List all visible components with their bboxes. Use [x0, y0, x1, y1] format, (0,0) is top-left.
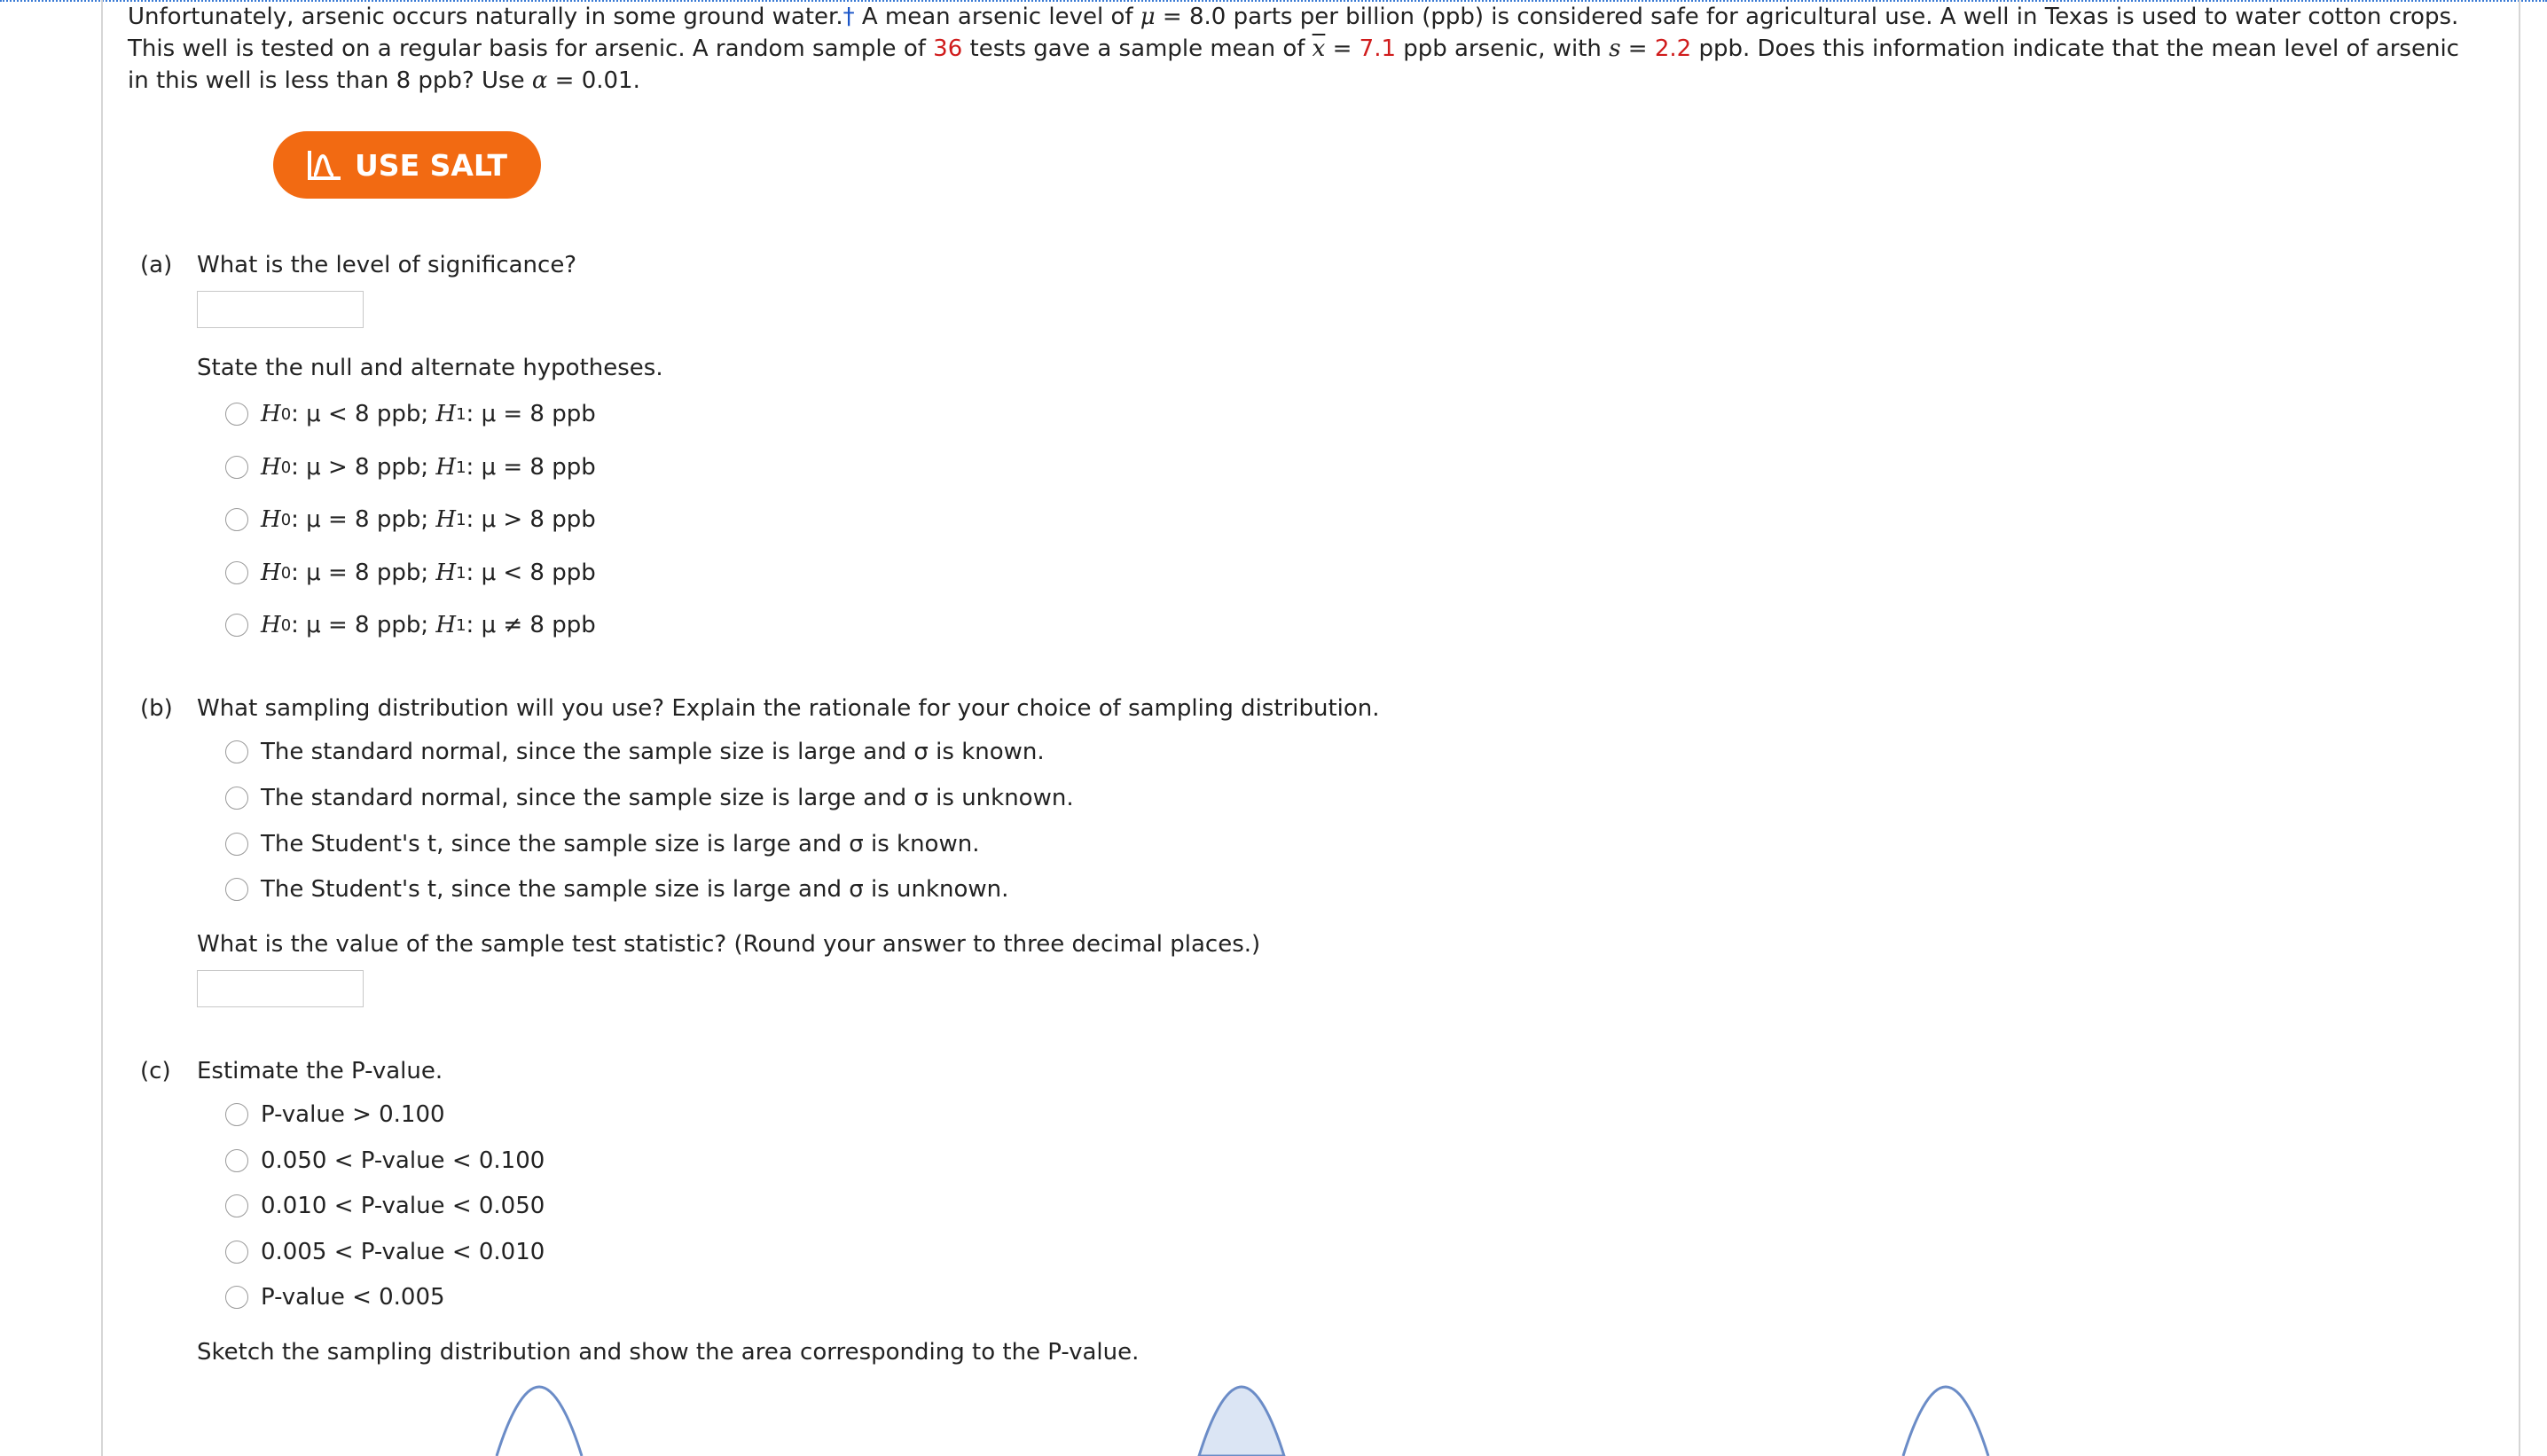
distribution-option-4[interactable]: The Student's t, since the sample size is large and σ is unknown. — [225, 874, 1008, 904]
test-statistic-input[interactable] — [197, 970, 364, 1007]
part-b-question: What sampling distribution will you use? Explain the rationale for your choice of sampling distribution. — [197, 695, 1380, 722]
right-border — [2519, 0, 2520, 1456]
sketch-prompt: Sketch the sampling distribution and show the area corresponding to the P-value. — [197, 1339, 1140, 1366]
radio-button[interactable] — [225, 561, 248, 584]
problem-line-2: This well is tested on a regular basis for arsenic. A random sample of 36 tests gave a sample mean of $\overline{x} = 7.1$ ppb arsenic, with s = 2.2 ppb. Does this information indicate that the mean level of arsenic — [128, 35, 2459, 62]
footnote-dagger-link[interactable]: † — [842, 4, 855, 30]
radio-button[interactable] — [225, 403, 248, 426]
sample-size: 36 — [933, 35, 963, 62]
hypothesis-option-5[interactable]: H 0 : μ = 8 ppb ; H 1 : μ ≠ 8 ppb — [225, 610, 596, 640]
distribution-option-3[interactable]: The Student's t, since the sample size is large and σ is known. — [225, 829, 979, 859]
radio-button[interactable] — [225, 787, 248, 810]
radio-button[interactable] — [225, 1241, 248, 1264]
pvalue-option-2[interactable]: 0.050 < P-value < 0.100 — [225, 1146, 545, 1176]
part-c-tag: (c) — [140, 1058, 171, 1084]
significance-input[interactable] — [197, 291, 364, 328]
sketch-option-2[interactable] — [1188, 1383, 1295, 1456]
problem-line-1: Unfortunately, arsenic occurs naturally in some ground water.† A mean arsenic level of μ = 8.0 parts per billion (ppb) is considered safe for agricultural use. A well in Texas is used to water cotton crops. — [128, 4, 2459, 30]
sample-mean: 7.1 — [1359, 35, 1397, 62]
sketch-option-1[interactable] — [486, 1383, 592, 1456]
pvalue-option-4[interactable]: 0.005 < P-value < 0.010 — [225, 1237, 545, 1267]
salt-chart-icon — [307, 149, 342, 181]
pvalue-option-1[interactable]: P-value > 0.100 — [225, 1100, 445, 1130]
left-border — [101, 0, 103, 1456]
problem-line-3: in this well is less than 8 ppb? Use α = 0.01. — [128, 67, 640, 94]
radio-button[interactable] — [225, 1286, 248, 1309]
part-a-question: What is the level of significance? — [197, 252, 577, 278]
part-c-question: Estimate the P-value. — [197, 1058, 443, 1084]
hypothesis-option-3[interactable]: H 0 : μ = 8 ppb ; H 1 : μ > 8 ppb — [225, 505, 596, 535]
radio-button[interactable] — [225, 740, 248, 763]
hypothesis-option-4[interactable]: H 0 : μ = 8 ppb ; H 1 : μ < 8 ppb — [225, 558, 596, 588]
sketch-option-3[interactable] — [1893, 1383, 1999, 1456]
hypothesis-option-1[interactable]: H 0 : μ < 8 ppb ; H 1 : μ = 8 ppb — [225, 399, 596, 429]
radio-button[interactable] — [225, 878, 248, 901]
radio-button[interactable] — [225, 614, 248, 637]
radio-button[interactable] — [225, 1194, 248, 1217]
distribution-option-1[interactable]: The standard normal, since the sample size is large and σ is known. — [225, 737, 1045, 767]
pvalue-option-5[interactable]: P-value < 0.005 — [225, 1282, 445, 1312]
use-salt-button[interactable] — [273, 131, 541, 199]
test-statistic-prompt: What is the value of the sample test statistic? (Round your answer to three decimal places.) — [197, 931, 1261, 958]
distribution-option-2[interactable]: The standard normal, since the sample size is large and σ is unknown. — [225, 783, 1074, 813]
part-a-tag: (a) — [140, 252, 173, 278]
pvalue-option-3[interactable]: 0.010 < P-value < 0.050 — [225, 1191, 545, 1221]
radio-button[interactable] — [225, 456, 248, 479]
hypotheses-prompt: State the null and alternate hypotheses. — [197, 355, 663, 381]
sample-sd: 2.2 — [1654, 35, 1692, 62]
radio-button[interactable] — [225, 1149, 248, 1172]
hypothesis-option-2[interactable]: H 0 : μ > 8 ppb ; H 1 : μ = 8 ppb — [225, 452, 596, 482]
radio-button[interactable] — [225, 508, 248, 531]
part-b-tag: (b) — [140, 695, 173, 722]
radio-button[interactable] — [225, 1103, 248, 1126]
radio-button[interactable] — [225, 833, 248, 856]
use-salt-label: USE SALT — [355, 147, 507, 183]
